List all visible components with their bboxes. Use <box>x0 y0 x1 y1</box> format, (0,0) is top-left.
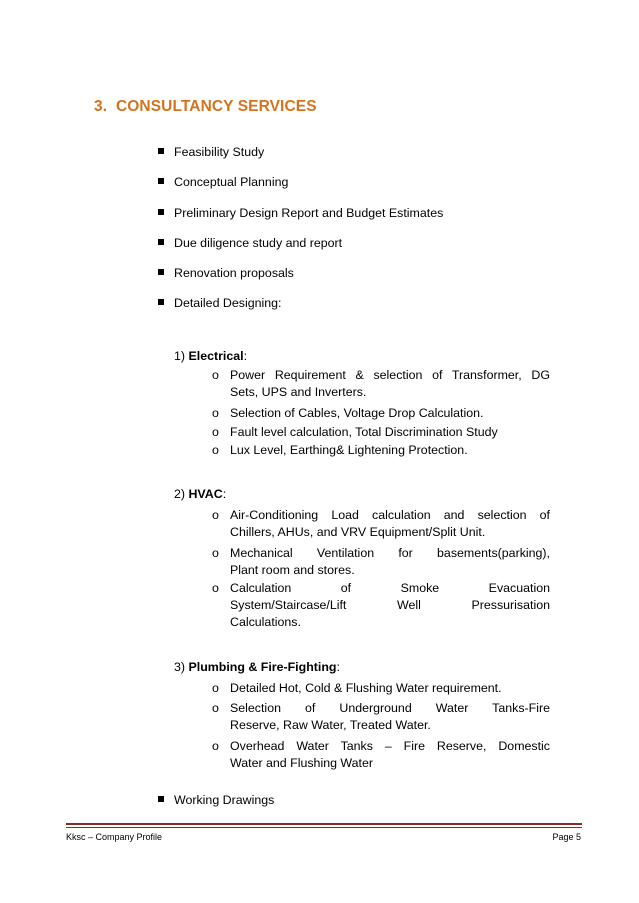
bullet-item: Due diligence study and report <box>158 235 342 251</box>
bullet-item: Conceptual Planning <box>158 174 288 190</box>
square-bullet-icon <box>158 269 164 275</box>
electrical-item: o Selection of Cables, Voltage Drop Calculation. <box>212 406 484 420</box>
footer-rule-thin <box>66 827 582 828</box>
circle-bullet-icon: o <box>212 581 219 595</box>
plumbing-item: o Detailed Hot, Cold & Flushing Water requirement. <box>212 681 502 695</box>
circle-bullet-icon: o <box>212 406 219 420</box>
square-bullet-icon <box>158 299 164 305</box>
hvac-item: o Mechanical Ventilation for basements(parking), Plant room and stores. <box>212 546 550 577</box>
subsection-plumbing-heading: 3) Plumbing & Fire-Fighting: <box>174 660 340 674</box>
square-bullet-icon <box>158 209 164 215</box>
hvac-item: o Air-Conditioning Load calculation and selection of Chillers, AHUs, and VRV Equipment/Split Unit. <box>212 508 550 539</box>
square-bullet-icon <box>158 178 164 184</box>
bullet-item: Feasibility Study <box>158 144 264 160</box>
circle-bullet-icon: o <box>212 739 219 753</box>
electrical-item: o Lux Level, Earthing& Lightening Protection. <box>212 443 468 457</box>
bullet-item: Preliminary Design Report and Budget Estimates <box>158 205 443 221</box>
subsection-hvac-heading: 2) HVAC: <box>174 487 227 501</box>
circle-bullet-icon: o <box>212 425 219 439</box>
circle-bullet-icon: o <box>212 681 219 695</box>
bullet-item: Renovation proposals <box>158 265 294 281</box>
plumbing-item: o Overhead Water Tanks – Fire Reserve, Domestic Water and Flushing Water <box>212 739 550 770</box>
circle-bullet-icon: o <box>212 508 219 522</box>
section-heading <box>94 98 317 116</box>
circle-bullet-icon: o <box>212 701 219 715</box>
circle-bullet-icon: o <box>212 443 219 457</box>
electrical-item: o Power Requirement & selection of Transformer, DG Sets, UPS and Inverters. <box>212 368 550 399</box>
plumbing-item: o Selection of Underground Water Tanks-Fire Reserve, Raw Water, Treated Water. <box>212 701 550 732</box>
bullet-item: Detailed Designing: <box>158 295 281 311</box>
section-title: CONSULTANCY SERVICES <box>115 98 317 115</box>
footer-page-number: Page 5 <box>552 832 581 842</box>
square-bullet-icon <box>158 148 164 154</box>
electrical-item: o Fault level calculation, Total Discrimination Study <box>212 425 498 439</box>
square-bullet-icon <box>158 796 164 802</box>
circle-bullet-icon: o <box>212 368 219 382</box>
subsection-electrical-heading: 1) Electrical: <box>174 349 248 363</box>
square-bullet-icon <box>158 239 164 245</box>
circle-bullet-icon: o <box>212 546 219 560</box>
section-number: 3. <box>94 98 108 115</box>
hvac-item: o Calculation of Smoke Evacuation System/Staircase/Lift Well Pressurisation Calculations. <box>212 581 550 629</box>
footer-document-title: Kksc – Company Profile <box>66 832 163 842</box>
footer-rule <box>66 823 582 825</box>
bullet-item: Working Drawings <box>158 792 274 808</box>
